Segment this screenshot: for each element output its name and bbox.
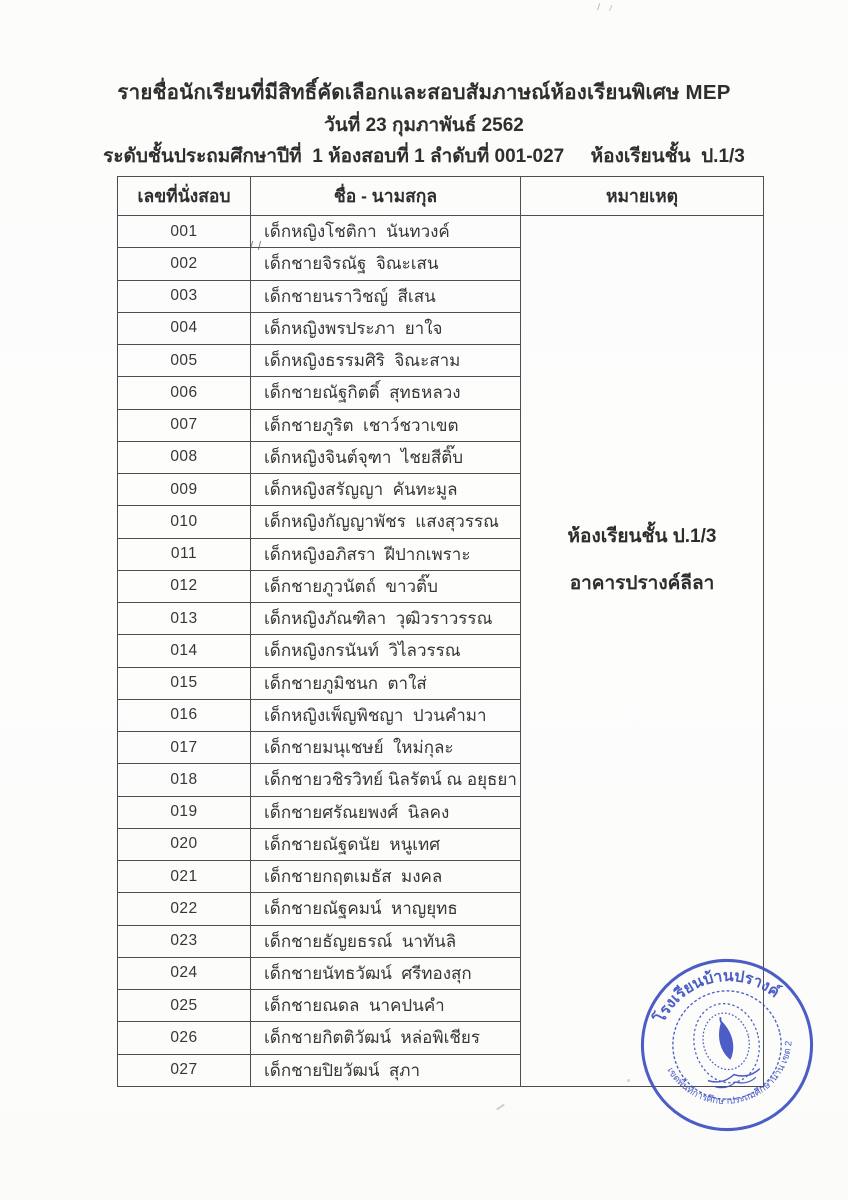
remark-cell (521, 216, 764, 1087)
student-name: เด็กหญิงสรัญญา คันทะมูล (251, 474, 521, 506)
seat-number: 019 (118, 796, 251, 828)
student-name: เด็กชายณัฐคมน์ หาญยุทธ (251, 893, 521, 925)
student-table (117, 176, 764, 1087)
student-name: เด็กชายกิตติวัฒน์ หล่อพิเชียร (251, 1022, 521, 1054)
stamp-bottom-text: เขตพื้นที่การศึกษาประถมศึกษาน่าน เขต 2 (664, 1040, 795, 1107)
seat-number: 011 (118, 538, 251, 570)
seat-number: 022 (118, 893, 251, 925)
seat-number: 016 (118, 699, 251, 731)
document-date-line: วันที่ 23 กุมภาพันธ์ 2562 (324, 115, 524, 136)
seat-number: 026 (118, 1022, 251, 1054)
student-name: เด็กชายกฤตเมธัส มงคล (251, 861, 521, 893)
seat-number: 010 (118, 506, 251, 538)
student-name: เด็กชายธัญยธรณ์ นาทันลิ (251, 925, 521, 957)
student-name: เด็กหญิงธรรมศิริ จิณะสาม (251, 345, 521, 377)
scan-artifact (496, 1104, 505, 1111)
seat-number: 008 (118, 441, 251, 473)
student-name: เด็กชายภูวนัตถ์ ขาวติ๊บ (251, 570, 521, 602)
stamp-top-text: โรงเรียนบ้านปรางค์ (651, 967, 783, 1026)
seat-number: 001 (118, 216, 251, 248)
student-name: เด็กหญิงพรประภา ยาใจ (251, 312, 521, 344)
seat-number: 003 (118, 280, 251, 312)
student-name: เด็กชายนัทธวัฒน์ ศรีทองสุก (251, 957, 521, 989)
student-table-body (118, 216, 764, 1087)
seat-number: 023 (118, 925, 251, 957)
remark-text-block (521, 216, 763, 597)
student-name: เด็กชายศรัณยพงศ์ นิลคง (251, 796, 521, 828)
seat-number: 007 (118, 409, 251, 441)
seat-number: 004 (118, 312, 251, 344)
student-name: เด็กชายณัฐกิตติ์ สุทธหลวง (251, 377, 521, 409)
student-name: เด็กชายจิรณัฐ จิณะเสน (251, 248, 521, 280)
table-header-row (118, 177, 764, 216)
col-header-student-name: ชื่อ - นามสกุล (251, 177, 521, 216)
seat-number: 002 (118, 248, 251, 280)
student-name: เด็กชายนราวิชญ์ สีเสน (251, 280, 521, 312)
student-name: เด็กหญิงกัญญาพัชร แสงสุวรรณ (251, 506, 521, 538)
col-header-seat-number: เลขที่นั่งสอบ (118, 177, 251, 216)
student-name: เด็กชายณัฐดนัย หนูเทศ (251, 828, 521, 860)
seat-number: 018 (118, 764, 251, 796)
seat-number: 014 (118, 635, 251, 667)
student-name: เด็กชายวชิรวิทย์ นิลรัตน์ ณ อยุธยา (251, 764, 521, 796)
student-name: เด็กชายณดล นาคปนคำ (251, 990, 521, 1022)
scan-artifact (609, 5, 617, 13)
seat-number: 013 (118, 603, 251, 635)
document-level-line: ระดับชั้นประถมศึกษาปีที่ 1 ห้องสอบที่ 1 ลำดับที่ 001-027 ห้องเรียนชั้น ป.1/3 (103, 146, 745, 167)
seat-number: 012 (118, 570, 251, 602)
col-header-remark: หมายเหตุ (521, 177, 764, 216)
seat-number: 005 (118, 345, 251, 377)
seat-number: 015 (118, 667, 251, 699)
student-name: เด็กชายภูริต เชาว์ชวาเขต (251, 409, 521, 441)
remark-building: อาคารปรางค์ลีลา (569, 573, 715, 594)
seat-number: 021 (118, 861, 251, 893)
student-name: เด็กหญิงกรนันท์ วิไลวรรณ (251, 635, 521, 667)
seat-number: 025 (118, 990, 251, 1022)
table-row (118, 216, 764, 248)
student-name: เด็กชายภูมิชนก ตาใส่ (251, 667, 521, 699)
seat-number: 027 (118, 1054, 251, 1086)
scan-artifact (597, 3, 605, 12)
document-title: รายชื่อนักเรียนที่มีสิทธิ์คัดเลือกและสอบสัมภาษณ์ห้องเรียนพิเศษ MEP (117, 81, 731, 104)
remark-classroom: ห้องเรียนชั้น ป.1/3 (567, 526, 717, 547)
student-name: เด็กหญิงจินต์จุฑา ไชยสีติ๊บ (251, 441, 521, 473)
seat-number: 006 (118, 377, 251, 409)
student-name: เด็กหญิงโชติกา นันทวงค์ (251, 216, 521, 248)
student-name: เด็กหญิงอภิสรา ฝีปากเพราะ (251, 538, 521, 570)
student-name: เด็กชายปิยวัฒน์ สุภา (251, 1054, 521, 1086)
seat-number: 009 (118, 474, 251, 506)
seat-number: 017 (118, 732, 251, 764)
seat-number: 024 (118, 957, 251, 989)
seat-number: 020 (118, 828, 251, 860)
student-name: เด็กหญิงเพ็ญพิชญา ปวนคำมา (251, 699, 521, 731)
student-name: เด็กหญิงภัณฑิลา วุฒิวราวรรณ (251, 603, 521, 635)
student-name: เด็กชายมนุเชษย์ ใหม่กุละ (251, 732, 521, 764)
